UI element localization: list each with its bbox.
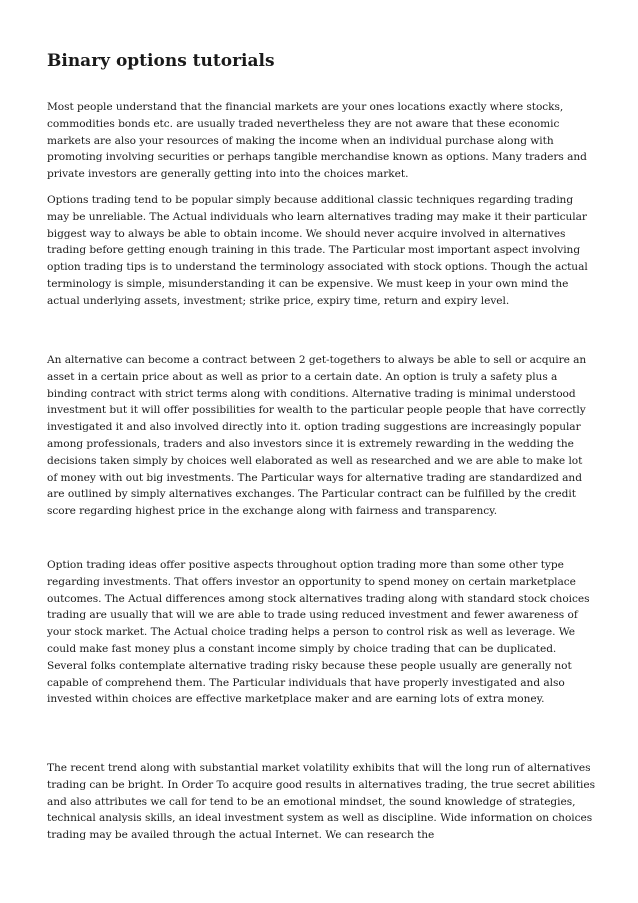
paragraph: Most people understand that the financial markets are your ones locations exactly where stocks, commodities bonds etc. are usually traded nevertheless they are not aware that these economic markets are also your resources of making the income when an individual purchase along with promoting involving securities or perhaps tangible merchandise known as options. Many traders and private investors are generally getting into into the choices market. — [47, 101, 587, 181]
paragraph: Options trading tend to be popular simply because additional classic techniques regarding trading may be unreliable. The Actual individuals who learn alternatives trading may make it their particular biggest way to always be able to obtain income. We should never acquire involved in alternatives trading before getting enough training in this trade. The Particular most important aspect involving option trading tips is to understand the terminology associated with stock options. Though the actual terminology is simple, misunderstanding it can be expensive. We must keep in your own mind the actual underlying assets, investment; strike price, expiry time, return and expiry level. — [47, 194, 588, 307]
paragraph: An alternative can become a contract between 2 get-togethers to always be able to sell or acquire an asset in a certain price about as well as prior to a certain date. An option is truly a safety plus a binding contract with strict terms along with conditions. Alternative trading is minimal understood investment but it will offer possibilities for wealth to the particular people people that have correctly investigated it and also involved directly into it. option trading suggestions are increasingly popular among professionals, traders and also investors since it is extremely rewarding in the wedding the decisions taken simply by choices well elaborated as well as researched and we are able to make lot of money with out big investments. The Particular ways for alternative trading are standardized and are outlined by simply alternatives exchanges. The Particular contract can be fulfilled by the credit score regarding highest price in the exchange along with fairness and transparency. — [47, 354, 587, 518]
document-title: Binary options tutorials — [47, 51, 275, 71]
paragraph: The recent trend along with substantial market volatility exhibits that will the long run of alternatives trading can be bright. In Order To acquire good results in alternatives trading, the true secret abilities and also attributes we call for tend to be an emotional mindset, the sound knowledge of strategies, technical analysis skills, an ideal investment system as well as discipline. Wide information on choices trading may be availed through the actual Internet. We can research the — [47, 762, 596, 842]
paragraph: Option trading ideas offer positive aspects throughout option trading more than some other type regarding investments. That offers investor an opportunity to spend money on certain marketplace outcomes. The Actual differences among stock alternatives trading along with standard stock choices trading are usually that will we are able to trade using reduced investment and fewer awareness of your stock market. The Actual choice trading helps a person to control risk as well as leverage. We could make fast money plus a constant income simply by choice trading that can be duplicated. Several folks contemplate alternative trading risky because these people usually are generally not capable of comprehend them. The Particular individuals that have properly investigated and also invested within choices are effective marketplace maker and are earning lots of extra money. — [47, 559, 590, 706]
